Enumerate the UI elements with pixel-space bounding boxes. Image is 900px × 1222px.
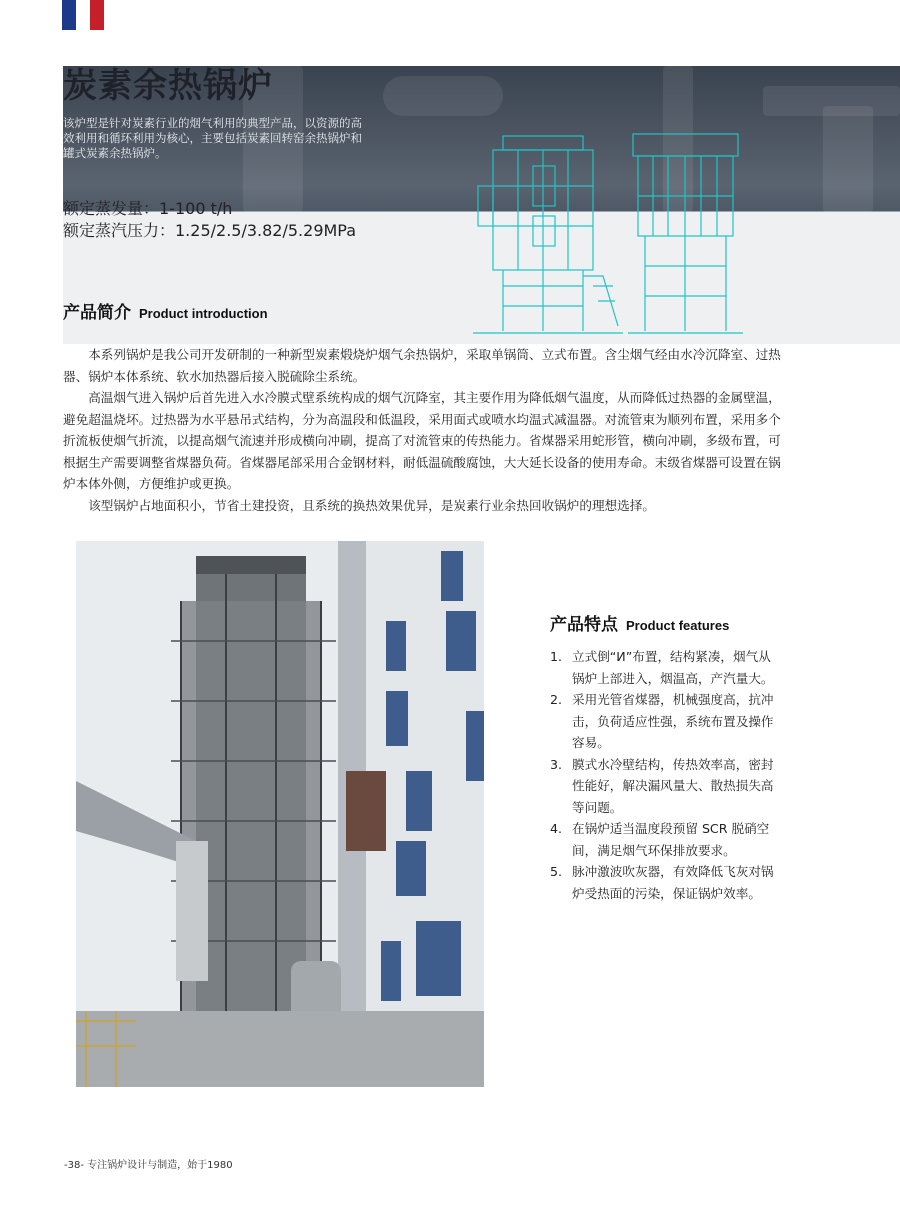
intro-heading-en: Product introduction <box>139 306 268 321</box>
intro-paragraph: 本系列锅炉是我公司开发研制的一种新型炭素煅烧炉烟气余热锅炉，采取单锅筒、立式布置。含尘烟气经由水冷沉降室、过热器、锅炉本体系统、软水加热器后接入脱硫除尘系统。 <box>63 347 781 384</box>
spec-steam-pressure: 额定蒸汽压力：1.25/2.5/3.82/5.29MPa <box>63 221 357 240</box>
feature-item <box>550 818 780 861</box>
intro-body <box>63 344 785 516</box>
feature-item <box>550 646 780 689</box>
intro-heading-cn: 产品简介 <box>63 303 131 323</box>
feature-text: 在锅炉适当温度段预留 SCR 脱硝空间，满足烟气环保排放要求。 <box>572 821 770 858</box>
feature-text: 脉冲激波吹灰器，有效降低飞灰对锅炉受热面的污染，保证锅炉效率。 <box>572 864 774 901</box>
intro-paragraph: 高温烟气进入锅炉后首先进入水冷膜式壁系统构成的烟气沉降室，其主要作用为降低烟气温度，从而降低过热器的金属壁温，避免超温烧坏。过热器为水平悬吊式结构，分为高温段和低温段，采用面式或喷水均温式减温器。对流管束为顺列布置，采用多个折流板使烟气折流，以提高烟气流速并形成横向冲刷，提高了对流管束的传热能力。省煤器采用蛇形管，横向冲刷，多级布置，可根据生产需要调整省煤器负荷。省煤器尾部采用合金钢材料，耐低温硫酸腐蚀，大大延长设备的使用寿命。末级省煤器可设置在锅炉本体外侧，方便维护或更换。 <box>63 390 781 491</box>
feature-text: 膜式水冷壁结构，传热效率高，密封性能好，解决漏风量大、散热损失高等问题。 <box>572 756 774 815</box>
background-pipe <box>823 106 873 212</box>
feature-text: 采用光管省煤器，机械强度高，抗冲击，负荷适应性强，系统布置及操作容易。 <box>572 692 774 750</box>
page-title: 炭素余热锅炉 <box>63 66 273 106</box>
hero-description: 该炉型是针对炭素行业的烟气利用的典型产品，以资源的高效利用和循环利用为核心，主要包括炭素回转窑余热锅炉和罐式炭素余热锅炉。 <box>63 116 362 160</box>
intro-paragraph: 该型锅炉占地面积小，节省土建投资，且系统的换热效果优异，是炭素行业余热回收锅炉的理想选择。 <box>88 497 655 513</box>
boiler-plant-photo <box>76 541 484 1087</box>
feature-text: 立式倒“И”布置，结构紧凑，烟气从锅炉上部进入，烟温高，产汽量大。 <box>572 649 774 686</box>
intro-heading <box>63 298 268 323</box>
flag-white-stripe <box>76 0 90 30</box>
feature-number: 1. <box>550 649 563 664</box>
feature-item <box>550 689 780 754</box>
boiler-line-drawing <box>473 126 743 338</box>
spec-steam-capacity: 额定蒸发量：1-100 t/h <box>63 199 233 218</box>
features-list <box>550 646 780 904</box>
flag-logo <box>62 0 104 30</box>
feature-number: 5. <box>550 864 563 879</box>
background-pipe <box>383 76 503 116</box>
features-heading <box>550 610 729 635</box>
feature-item <box>550 754 780 819</box>
feature-number: 4. <box>550 821 563 836</box>
features-heading-cn: 产品特点 <box>550 615 618 635</box>
feature-number: 2. <box>550 692 563 707</box>
feature-item <box>550 861 780 904</box>
flag-red-stripe <box>90 0 104 30</box>
page-footer: -38- 专注锅炉设计与制造，始于1980 <box>64 1160 233 1171</box>
features-heading-en: Product features <box>626 618 730 633</box>
flag-blue-stripe <box>62 0 76 30</box>
feature-number: 3. <box>550 756 563 772</box>
